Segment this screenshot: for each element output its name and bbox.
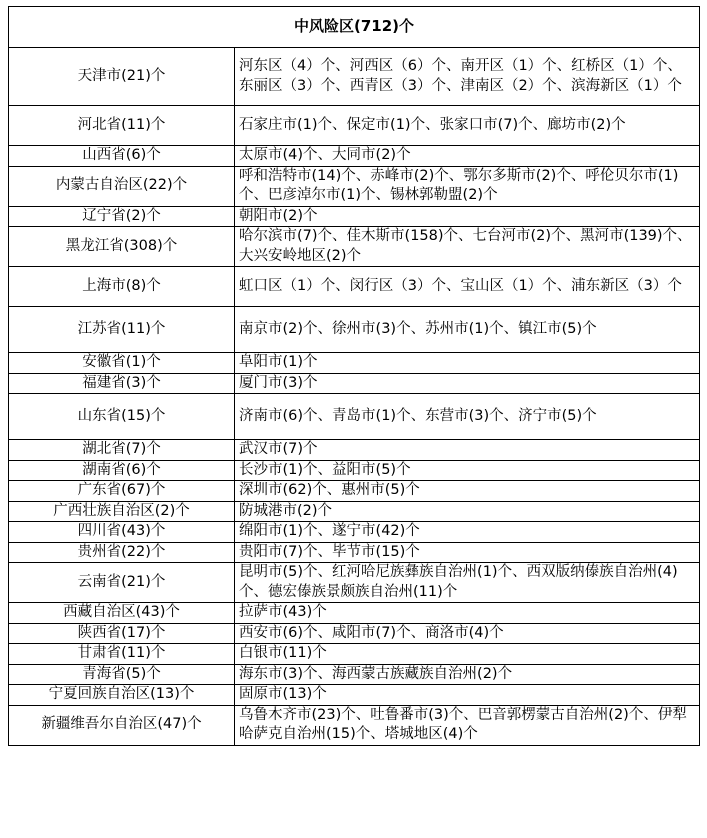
region-cell: 贵州省(22)个 bbox=[9, 542, 235, 563]
table-title: 中风险区(712)个 bbox=[9, 7, 700, 48]
region-cell: 甘肃省(11)个 bbox=[9, 644, 235, 665]
table-row bbox=[9, 227, 700, 267]
detail-cell: 河东区（4）个、河西区（6）个、南开区（1）个、红桥区（1）个、东丽区（3）个、西青区（3）个、津南区（2）个、滨海新区（1）个 bbox=[235, 48, 700, 106]
table-row bbox=[9, 307, 700, 353]
table-header-row bbox=[9, 7, 700, 48]
detail-cell: 海东市(3)个、海西蒙古族藏族自治州(2)个 bbox=[235, 664, 700, 685]
region-cell: 江苏省(11)个 bbox=[9, 307, 235, 353]
region-cell: 安徽省(1)个 bbox=[9, 353, 235, 374]
detail-cell: 贵阳市(7)个、毕节市(15)个 bbox=[235, 542, 700, 563]
region-cell: 云南省(21)个 bbox=[9, 563, 235, 603]
table-row bbox=[9, 501, 700, 522]
detail-cell: 南京市(2)个、徐州市(3)个、苏州市(1)个、镇江市(5)个 bbox=[235, 307, 700, 353]
region-cell: 山东省(15)个 bbox=[9, 394, 235, 440]
table-row bbox=[9, 48, 700, 106]
detail-cell: 虹口区（1）个、闵行区（3）个、宝山区（1）个、浦东新区（3）个 bbox=[235, 267, 700, 307]
table-row bbox=[9, 664, 700, 685]
region-cell: 山西省(6)个 bbox=[9, 146, 235, 167]
region-cell: 湖南省(6)个 bbox=[9, 460, 235, 481]
detail-cell: 武汉市(7)个 bbox=[235, 440, 700, 461]
table-row bbox=[9, 267, 700, 307]
table-body bbox=[9, 48, 700, 746]
detail-cell: 防城港市(2)个 bbox=[235, 501, 700, 522]
table-row bbox=[9, 623, 700, 644]
region-cell: 宁夏回族自治区(13)个 bbox=[9, 685, 235, 706]
detail-cell: 固原市(13)个 bbox=[235, 685, 700, 706]
table-row bbox=[9, 705, 700, 745]
detail-cell: 朝阳市(2)个 bbox=[235, 206, 700, 227]
region-cell: 广西壮族自治区(2)个 bbox=[9, 501, 235, 522]
region-cell: 四川省(43)个 bbox=[9, 522, 235, 543]
region-cell: 上海市(8)个 bbox=[9, 267, 235, 307]
detail-cell: 哈尔滨市(7)个、佳木斯市(158)个、七台河市(2)个、黑河市(139)个、大兴安岭地区(2)个 bbox=[235, 227, 700, 267]
table-row bbox=[9, 522, 700, 543]
detail-cell: 绵阳市(1)个、遂宁市(42)个 bbox=[235, 522, 700, 543]
detail-cell: 拉萨市(43)个 bbox=[235, 603, 700, 624]
table-row bbox=[9, 206, 700, 227]
table-row bbox=[9, 440, 700, 461]
region-cell: 西藏自治区(43)个 bbox=[9, 603, 235, 624]
region-cell: 辽宁省(2)个 bbox=[9, 206, 235, 227]
region-cell: 天津市(21)个 bbox=[9, 48, 235, 106]
detail-cell: 西安市(6)个、咸阳市(7)个、商洛市(4)个 bbox=[235, 623, 700, 644]
table-row bbox=[9, 685, 700, 706]
table-row bbox=[9, 394, 700, 440]
region-cell: 青海省(5)个 bbox=[9, 664, 235, 685]
detail-cell: 呼和浩特市(14)个、赤峰市(2)个、鄂尔多斯市(2)个、呼伦贝尔市(1)个、巴彦淖尔市(1)个、锡林郭勒盟(2)个 bbox=[235, 166, 700, 206]
region-cell: 河北省(11)个 bbox=[9, 106, 235, 146]
detail-cell: 白银市(11)个 bbox=[235, 644, 700, 665]
table-row bbox=[9, 481, 700, 502]
table-row bbox=[9, 644, 700, 665]
table-row bbox=[9, 563, 700, 603]
region-cell: 湖北省(7)个 bbox=[9, 440, 235, 461]
region-cell: 广东省(67)个 bbox=[9, 481, 235, 502]
region-cell: 新疆维吾尔自治区(47)个 bbox=[9, 705, 235, 745]
region-cell: 内蒙古自治区(22)个 bbox=[9, 166, 235, 206]
region-cell: 福建省(3)个 bbox=[9, 373, 235, 394]
medium-risk-table bbox=[8, 6, 700, 746]
table-row bbox=[9, 373, 700, 394]
detail-cell: 厦门市(3)个 bbox=[235, 373, 700, 394]
detail-cell: 阜阳市(1)个 bbox=[235, 353, 700, 374]
detail-cell: 长沙市(1)个、益阳市(5)个 bbox=[235, 460, 700, 481]
region-cell: 黑龙江省(308)个 bbox=[9, 227, 235, 267]
detail-cell: 石家庄市(1)个、保定市(1)个、张家口市(7)个、廊坊市(2)个 bbox=[235, 106, 700, 146]
table-row bbox=[9, 603, 700, 624]
detail-cell: 太原市(4)个、大同市(2)个 bbox=[235, 146, 700, 167]
region-cell: 陕西省(17)个 bbox=[9, 623, 235, 644]
table-row bbox=[9, 106, 700, 146]
table-row bbox=[9, 353, 700, 374]
table-row bbox=[9, 460, 700, 481]
table-row bbox=[9, 146, 700, 167]
detail-cell: 济南市(6)个、青岛市(1)个、东营市(3)个、济宁市(5)个 bbox=[235, 394, 700, 440]
detail-cell: 昆明市(5)个、红河哈尼族彝族自治州(1)个、西双版纳傣族自治州(4)个、德宏傣族景颇族自治州(11)个 bbox=[235, 563, 700, 603]
table-row bbox=[9, 542, 700, 563]
table-row bbox=[9, 166, 700, 206]
detail-cell: 深圳市(62)个、惠州市(5)个 bbox=[235, 481, 700, 502]
detail-cell: 乌鲁木齐市(23)个、吐鲁番市(3)个、巴音郭楞蒙古自治州(2)个、伊犁哈萨克自治州(15)个、塔城地区(4)个 bbox=[235, 705, 700, 745]
